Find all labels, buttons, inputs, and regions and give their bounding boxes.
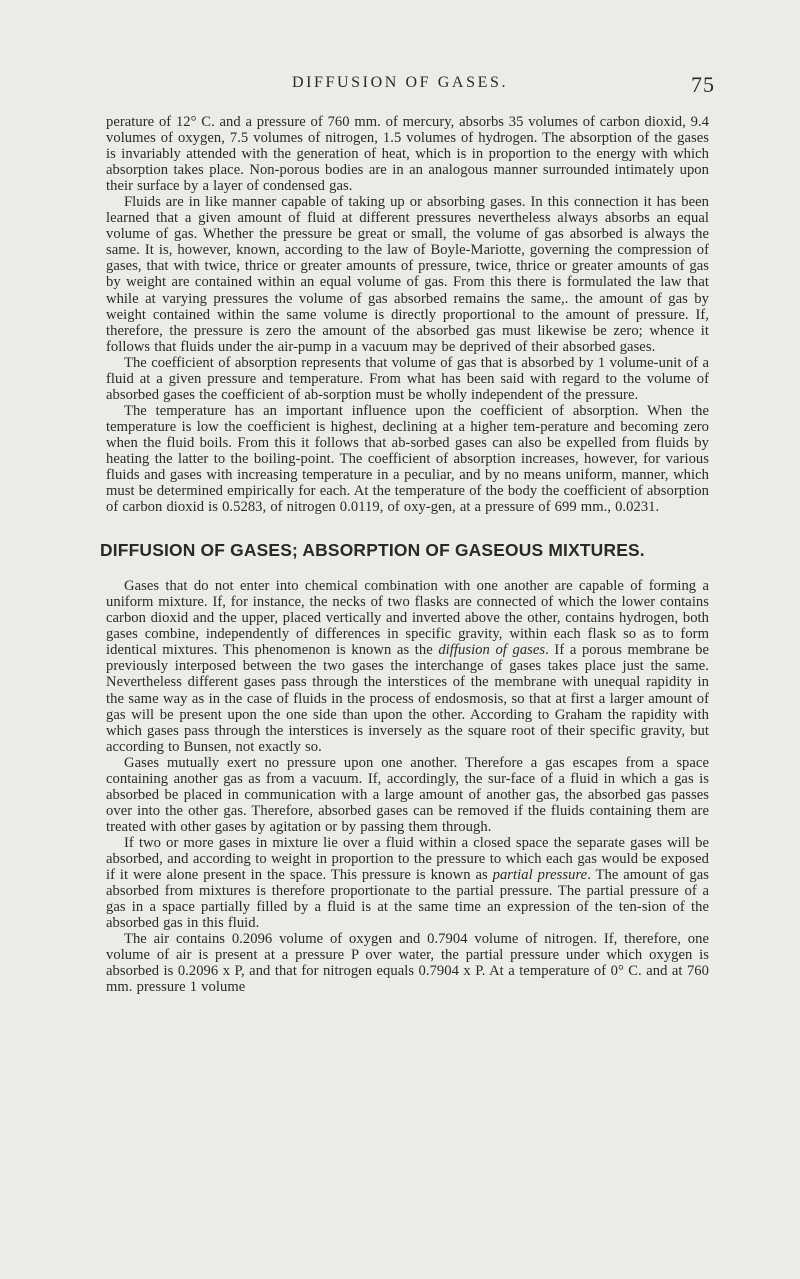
paragraph-partial-pressure: [106, 835, 709, 931]
page-body: [100, 114, 710, 996]
page-number: 75: [691, 72, 715, 97]
paragraph-text: . The amount of gas absorbed from mixtures is therefore proportionate to the partial pressure. The partial pressure of a gas in a space partially filled by a fluid is at the same time an expression of the ten-sion of the absorbed gas in this fluid.: [106, 867, 710, 932]
paragraph-diffusion-of-gases: [106, 578, 709, 755]
paragraph-text: If two or more gases in mixture lie over a fluid within a closed space the separate gases will be absorbed, and according to weight in proportion to the pressure to which each gas would be exposed if it were alone present in the space. This pressure is known as: [106, 834, 709, 884]
running-head: [0, 72, 800, 102]
paragraph-absorption-by-fluids: Fluids are in like manner capable of taking up or absorbing gases. In this connection it has been learned that a given amount of fluid at different pressures nevertheless always absorbs an equal volume of gas. Whether the pressure be great or small, the volume of gas absorbed is always the same. It is, however, known, according to the law of Boyle-Mariotte, governing the compression of gases, that with twice, thrice or greater amounts of pressure, twice, thrice or greater amounts of gas by weight are contained within an equal volume of gas. From this there is formulated the law that while at varying pressures the volume of gas absorbed remains the same,. the amount of gas by weight contained within the same volume is directly proportional to the amount of pressure. If, therefore, the pressure is zero the amount of the absorbed gas must likewise be zero; whence it follows that fluids under the air-pump in a vacuum may be deprived of their absorbed gases.: [106, 194, 709, 355]
running-title: DIFFUSION OF GASES.: [291, 74, 509, 91]
paragraph-coefficient-of-absorption: The coefficient of absorption represents that volume of gas that is absorbed by 1 volume-unit of a fluid at a given pressure and temperature. From what has been said with regard to the volume of absorbed gases the coefficient of ab-sorption must be wholly independent of the pressure.: [106, 354, 709, 403]
paragraph-text: Gases that do not enter into chemical combination with one another are capable of forming a uniform mixture. If, for instance, the necks of two flasks are connected of which the lower contains carbon dioxid and the upper, placed vertically and inverted above the other, contains hydrogen, both gases combine, independently of differences in specific gravity, within each flask so as to form identical mixtures. This phenomenon is known as the: [106, 578, 709, 659]
paragraph-air-composition: The air contains 0.2096 volume of oxygen and 0.7904 volume of nitrogen. If, therefore, one volume of air is present at a pressure P over water, the partial pressure under which oxygen is absorbed is 0.2096 x P, and that for nitrogen equals 0.7904 x P. At a temperature of 0° C. and at 760 mm. pressure 1 volume: [106, 931, 709, 996]
paragraph-mutual-pressure: Gases mutually exert no pressure upon one another. Therefore a gas escapes from a space containing another gas as from a vacuum. If, accordingly, the sur-face of a fluid in which a gas is absorbed be placed in communication with a large amount of another gas, the absorbed gas passes over into the other gas. Therefore, absorbed gases can be removed if the fluids containing them are treated with other gases by agitation or by passing them through.: [106, 754, 709, 835]
italic-term-partial-pressure: partial pressure: [492, 867, 588, 884]
section-heading: DIFFUSION OF GASES; ABSORPTION OF GASEOUS MIXTURES.: [100, 540, 645, 561]
paragraph-temperature-influence: The temperature has an important influence upon the coefficient of absorption. When the temperature is low the coefficient is highest, declining at a higher tem-perature and becoming zero when the fluid boils. From this it follows that ab-sorbed gases can also be expelled from fluids by heating the latter to the boiling-point. The coefficient of absorption increases, however, for various fluids and gases with increasing temperature in a peculiar, and by no means uniform, manner, which must be determined empirically for each. At the temperature of the body the coefficient of absorption of carbon dioxid is 0.5283, of nitrogen 0.0119, of oxy-gen, at a pressure of 699 mm., 0.0231.: [106, 402, 709, 516]
paragraph-text: . If a porous membrane be previously interposed between the two gases the interchange of gases takes place just the same. Nevertheless different gases pass through the interstices of the membrane with unequal rapidity in the same way as in the case of fluids in the process of endosmosis, so that at first a larger amount of gas will be present upon the one side than upon the other. According to Graham the rapidity with which gases pass through the interstices is inversely as the square root of their specific gravity, but according to Bunsen, not exactly so.: [106, 642, 709, 755]
italic-term-diffusion: diffusion of gases: [438, 642, 546, 659]
paragraph-absorption-by-solids: perature of 12° C. and a pressure of 760 mm. of mercury, absorbs 35 volumes of carbon dioxid, 9.4 volumes of oxygen, 7.5 volumes of nitrogen, 1.5 volumes of hydrogen. The absorption of the gases is invariably attended with the generation of heat, which is in proportion to the energy with which absorption takes place. Non-porous bodies are in an analogous manner surrounded intimately upon their surface by a layer of condensed gas.: [106, 114, 709, 195]
